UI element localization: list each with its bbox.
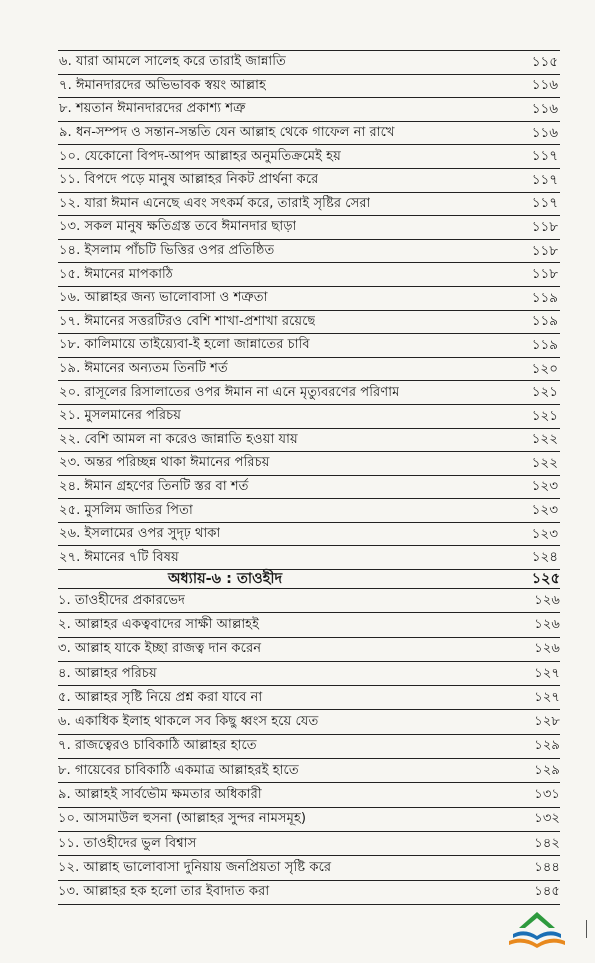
toc-row[interactable] (58, 881, 560, 905)
toc-entry-page: ১১৯ (531, 336, 558, 353)
toc-row[interactable] (58, 523, 560, 547)
toc-table-chapter-5 (58, 50, 560, 570)
chapter-title: অধ্যায়-৬ : তাওহীদ (168, 571, 283, 587)
toc-entry-page: ১১৭ (531, 148, 558, 165)
toc-row[interactable] (58, 98, 560, 122)
toc-row[interactable] (58, 735, 560, 759)
toc-entry-page: ১১৭ (531, 195, 558, 212)
toc-row[interactable] (58, 381, 560, 405)
toc-entry-page: ১২২ (531, 454, 558, 471)
toc-entry-page: ১২৪ (531, 549, 558, 566)
toc-row[interactable] (58, 783, 560, 807)
toc-row[interactable] (58, 311, 560, 335)
toc-entry-title: ২২. বেশি আমল না করেও জান্নাতি হওয়া যায় (59, 431, 298, 447)
toc-row[interactable] (58, 662, 560, 686)
toc-entry-title: ১. তাওহীদের প্রকারভেদ (58, 592, 185, 608)
toc-entry-page: ১১৯ (531, 289, 558, 306)
toc-entry-page: ১৩২ (534, 811, 560, 827)
toc-row[interactable] (58, 759, 560, 783)
toc-entry-page: ১২৮ (534, 714, 560, 730)
toc-row[interactable] (58, 808, 560, 832)
toc-entry-page: ১১৬ (531, 77, 558, 94)
toc-entry-title: ৮. গায়েবের চাবিকাঠি একমাত্র আল্লাহরই হাতে (58, 762, 299, 778)
toc-row[interactable] (58, 334, 560, 358)
toc-entry-title: ৭. ঈমানদারদের অভিভাবক স্বয়ং আল্লাহ (59, 77, 266, 93)
toc-entry-page: ১২১ (531, 384, 558, 401)
toc-row[interactable] (58, 145, 560, 169)
toc-entry-title: ৫. আল্লাহর সৃষ্টি নিয়ে প্রশ্ন করা যাবে না (58, 689, 263, 705)
toc-entry-page: ১১৬ (531, 124, 558, 141)
toc-entry-page: ১২৬ (534, 616, 560, 632)
toc-entry-title: ৭. রাজত্বেরও চাবিকাঠি আল্লাহর হাতে (58, 738, 257, 754)
toc-entry-page: ১২০ (531, 360, 558, 377)
toc-entry-page: ১৪২ (534, 835, 560, 851)
toc-row[interactable] (58, 856, 560, 880)
toc-row[interactable] (58, 686, 560, 710)
toc-entry-title: ১৪. ইসলাম পাঁচটি ভিত্তির ওপর প্রতিষ্ঠিত (59, 243, 275, 259)
toc-row[interactable] (58, 405, 560, 429)
toc-entry-page: ১২৩ (531, 478, 558, 495)
toc-entry-page: ১২৬ (534, 592, 560, 608)
toc-entry-page: ১১৭ (531, 171, 558, 188)
toc-row[interactable] (58, 216, 560, 240)
toc-row[interactable] (58, 193, 560, 217)
toc-entry-title: ১১. বিপদে পড়ে মানুষ আল্লাহর নিকট প্রার্থনা করে (59, 172, 319, 188)
toc-row[interactable] (58, 169, 560, 193)
toc-entry-title: ২৭. ঈমানের ৭টি বিষয় (59, 549, 179, 565)
toc-row[interactable] (58, 358, 560, 382)
toc-entry-title: ২. আল্লাহর একত্ববাদের সাক্ষী আল্লাহই (58, 616, 259, 632)
toc-entry-title: ১০. আসমাউল হুসনা (আল্লাহর সুন্দর নামসমূহ) (58, 811, 307, 827)
toc-entry-title: ১৩. আল্লাহর হক হলো তার ইবাদাত করা (58, 884, 270, 900)
toc-row[interactable] (58, 263, 560, 287)
publisher-logo-icon (505, 908, 569, 952)
toc-entry-page: ১১৮ (531, 266, 558, 283)
toc-entry-title: ৬. একাধিক ইলাহ থাকলে সব কিছু ধ্বংস হয়ে যেত (58, 714, 319, 730)
toc-table-chapter-6 (58, 588, 560, 905)
toc-row[interactable] (58, 710, 560, 734)
toc-entry-page: ১১৯ (531, 313, 558, 330)
toc-row[interactable] (58, 613, 560, 637)
toc-row[interactable] (58, 546, 560, 570)
toc-entry-page: ১২৯ (534, 762, 560, 778)
toc-entry-title: ২০. রাসূলের রিসালাতের ওপর ঈমান না এনে মৃত্যুবরণের পরিণাম (59, 384, 400, 400)
toc-entry-title: ১২. যারা ঈমান এনেছে এবং সৎকর্ম করে, তারাই সৃষ্টির সেরা (59, 195, 371, 211)
toc-entry-page: ১২৭ (534, 689, 560, 705)
toc-entry-page: ১২৬ (534, 641, 560, 657)
toc-entry-page: ১২২ (531, 431, 558, 448)
toc-entry-title: ২৩. অন্তর পরিচ্ছন্ন থাকা ঈমানের পরিচয় (59, 455, 270, 471)
chapter-page-number: ১২৫ (531, 571, 560, 587)
toc-entry-title: ৩. আল্লাহ যাকে ইচ্ছা রাজত্ব দান করেন (58, 641, 262, 657)
toc-row[interactable] (58, 122, 560, 146)
toc-row[interactable] (58, 476, 560, 500)
toc-entry-title: ১২. আল্লাহ ভালোবাসা দুনিয়ায় জনপ্রিয়তা সৃষ্টি করে (58, 859, 332, 875)
toc-entry-title: ২১. মুসলমানের পরিচয় (59, 408, 182, 424)
toc-row[interactable] (58, 589, 560, 613)
toc-row[interactable] (58, 287, 560, 311)
toc-row[interactable] (58, 499, 560, 523)
toc-row[interactable] (58, 51, 560, 75)
toc-entry-page: ১১৫ (531, 53, 558, 70)
toc-entry-title: ১৯. ঈমানের অন্যতম তিনটি শর্ত (59, 361, 228, 377)
toc-entry-page: ১২৭ (534, 665, 560, 681)
toc-row[interactable] (58, 452, 560, 476)
toc-entry-page: ১২১ (531, 407, 558, 424)
page-edge-mark (586, 920, 587, 938)
toc-entry-page: ১৪৪ (534, 859, 560, 875)
toc-entry-title: ১৫. ঈমানের মাপকাঠি (59, 266, 173, 282)
toc-entry-page: ১১৮ (531, 242, 558, 259)
toc-entry-title: ১৭. ঈমানের সত্তরটিরও বেশি শাখা-প্রশাখা রয়েছে (59, 313, 316, 329)
toc-entry-title: ১০. যেকোনো বিপদ-আপদ আল্লাহর অনুমতিক্রমেই হয় (59, 148, 341, 164)
toc-entry-title: ৪. আল্লাহর পরিচয় (58, 665, 157, 681)
toc-row[interactable] (58, 75, 560, 99)
toc-row[interactable] (58, 429, 560, 453)
toc-entry-title: ৯. আল্লাহই সার্বভৌম ক্ষমতার অধিকারী (58, 787, 262, 803)
toc-entry-title: ২৫. মুসলিম জাতির পিতা (59, 502, 193, 518)
toc-entry-title: ১৬. আল্লাহর জন্য ভালোবাসা ও শত্রুতা (59, 290, 268, 306)
toc-entry-title: ১৮. কালিমায়ে তাইয়্যেবা-ই হলো জান্নাতের চাবি (59, 337, 310, 353)
toc-row[interactable] (58, 638, 560, 662)
toc-entry-title: ১৩. সকল মানুষ ক্ষতিগ্রস্ত তবে ঈমানদার ছাড়া (59, 219, 297, 235)
toc-entry-page: ১২৯ (534, 738, 560, 754)
toc-entry-title: ৬. যারা আমলে সালেহ করে তারাই জান্নাতি (59, 54, 286, 70)
toc-entry-page: ১৪৫ (534, 884, 560, 900)
toc-entry-title: ৯. ধন-সম্পদ ও সন্তান-সন্ততি যেন আল্লাহ থেকে গাফেল না রাখে (59, 125, 395, 141)
toc-entry-title: ২৪. ঈমান গ্রহণের তিনটি স্তর বা শর্ত (59, 478, 249, 494)
toc-entry-page: ১১৮ (531, 218, 558, 235)
toc-entry-title: ১১. তাওহীদের ভুল বিশ্বাস (58, 835, 197, 851)
toc-entry-title: ৮. শয়তান ঈমানদারদের প্রকাশ্য শত্রু (59, 101, 246, 117)
toc-row[interactable] (58, 832, 560, 856)
toc-entry-page: ১২৩ (531, 502, 558, 519)
toc-entry-page: ১১৬ (531, 100, 558, 117)
toc-entry-title: ২৬. ইসলামের ওপর সুদৃঢ় থাকা (59, 526, 221, 542)
toc-entry-page: ১৩১ (534, 787, 560, 803)
toc-entry-page: ১২৩ (531, 525, 558, 542)
toc-row[interactable] (58, 240, 560, 264)
